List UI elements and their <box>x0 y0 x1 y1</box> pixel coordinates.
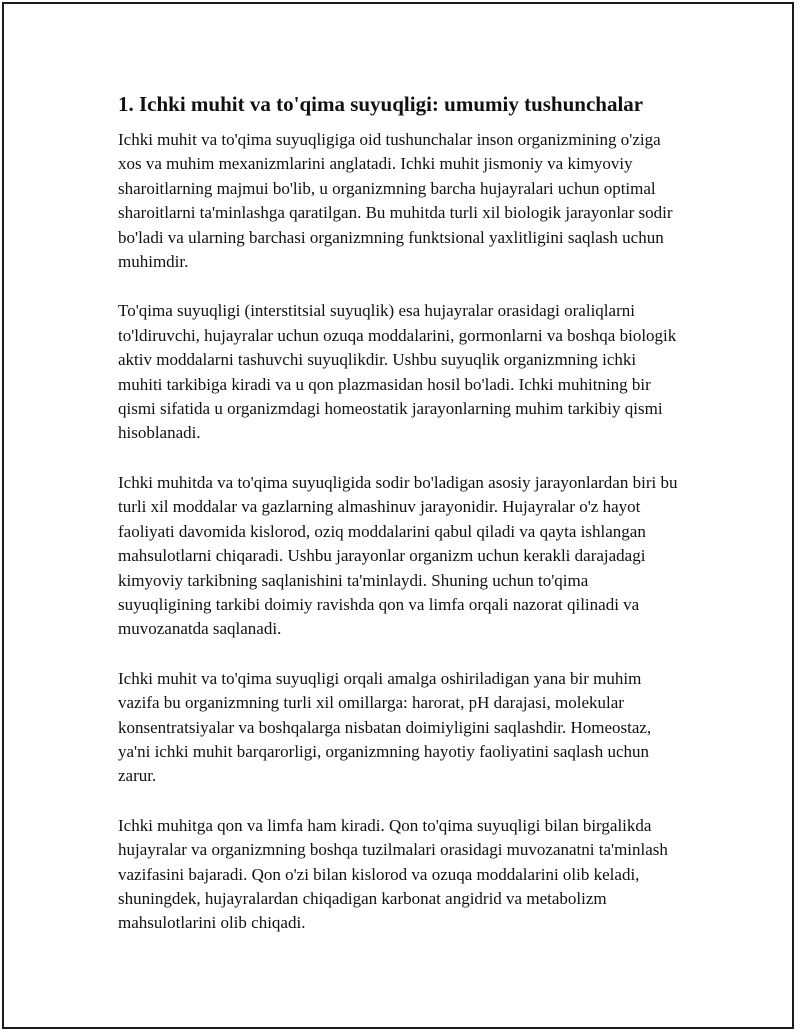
paragraph-exchange-processes: Ichki muhitda va to'qima suyuqligida sodir bo'ladigan asosiy jarayonlardan biri bu turli xil moddalar va gazlarning almashinuv jarayonidir. Hujayralar o'z hayot faoliyati davomida kislorod, oziq moddalarini qabul qiladi va qayta ishlangan mahsulotlarni chiqaradi. Ushbu jarayonlar organizm uchun kerakli darajadagi kimyoviy tarkibning saqlanishini ta'minlaydi. Shuning uchun to'qima suyuqligining tarkibi doimiy ravishda qon va limfa orqali nazorat qilinadi va muvozanatda saqlanadi. <box>118 472 678 639</box>
paragraph-tissue-fluid: To'qima suyuqligi (interstitsial suyuqlik) esa hujayralar orasidagi oraliqlarni to'ldiruvchi, hujayralar uchun ozuqa moddalarini, gormonlarni va boshqa biologik aktiv moddalarni tashuvchi suyuqlikdir. Ushbu suyuqlik organizmning ichki muhiti tarkibiga kiradi va u qon plazmasidan hosil bo'ladi. Ichki muhitning bir qismi sifatida u organizmdagi homeostatik jarayonlarning muhim tarkibiy qismi hisoblanadi. <box>118 301 677 443</box>
paragraph-homeostasis: Ichki muhit va to'qima suyuqligi orqali amalga oshiriladigan yana bir muhim vazifa bu organizmning turli xil omillarga: harorat, pH darajasi, molekular konsentratsiyalar va boshqalarga nisbatan doimiyligini saqlashdir. Homeostaz, ya'ni ichki muhit barqarorligi, organizmning hayotiy faoliyatini saqlash uchun zarur. <box>118 668 652 786</box>
paragraph-blood-and-lymph: Ichki muhitga qon va limfa ham kiradi. Qon to'qima suyuqligi bilan birgalikda hujayralar va organizmning boshqa tuzilmalari orasidagi muvozanatni ta'minlash vazifasini bajaradi. Qon o'zi bilan kislorod va ozuqa moddalarini olib keladi, shuningdek, hujayralardan chiqadigan karbonat angidrid va metabolizm mahsulotlarini olib chiqadi. <box>118 815 668 933</box>
document-body <box>118 90 684 961</box>
paragraph-internal-environment: Ichki muhit va to'qima suyuqligiga oid tushunchalar inson organizmining o'ziga xos va muhim mexanizmlarini anglatadi. Ichki muhit jismoniy va kimyoviy sharoitlarning majmui bo'lib, u organizmning barcha hujayralari uchun optimal sharoitlarni ta'minlashga qaratilgan. Bu muhitda turli xil biologik jarayonlar sodir bo'ladi va ularning barchasi organizmning funktsional yaxlitligini saqlash uchun muhimdir. <box>118 130 673 272</box>
section-heading: 1. Ichki muhit va to'qima suyuqligi: umumiy tushunchalar <box>118 92 644 116</box>
